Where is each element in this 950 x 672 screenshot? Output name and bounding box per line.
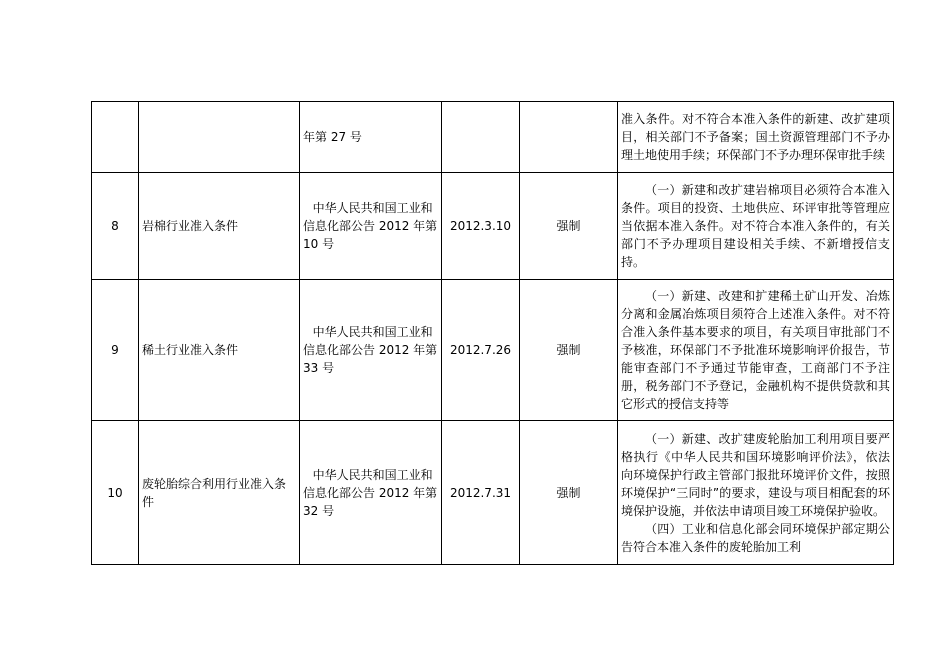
publication-cell (300, 102, 442, 173)
publication-cell (300, 421, 442, 565)
requirements-cell (618, 102, 894, 173)
table-row (92, 173, 894, 280)
table-row-continuation (92, 102, 894, 173)
date-cell (442, 102, 520, 173)
requirement-paragraph: （四）工业和信息化部会同环境保护部定期公告符合本准入条件的废轮胎加工利 (621, 521, 890, 554)
no-cell (92, 102, 139, 173)
force-type: 强制 (520, 421, 618, 565)
issue-date: 2012.7.26 (442, 280, 520, 421)
requirement-paragraph: （一）新建和改扩建岩棉项目必须符合本准入条件。项目的投资、土地供应、环评审批等管理应当依据本准入条件。对不符合本准入条件的，有关部门不予办理项目建设相关手续、不新增授信支持。 (621, 183, 890, 269)
name-cell (139, 102, 300, 173)
force-type: 强制 (520, 173, 618, 280)
requirements-text: 准入条件。对不符合本准入条件的新建、改扩建项目，相关部门不予备案；国土资源管理部门不予办理土地使用手续；环保部门不予办理环保审批手续 (621, 112, 890, 162)
issue-date: 2012.3.10 (442, 173, 520, 280)
table-row (92, 421, 894, 565)
regulation-name: 岩棉行业准入条件 (139, 173, 300, 280)
table-row (92, 280, 894, 421)
row-number: 8 (92, 173, 139, 280)
force-type: 强制 (520, 280, 618, 421)
publication-text: 中华人民共和国工业和信息化部公告 2012 年第 10 号 (303, 201, 438, 251)
publication-cell (300, 173, 442, 280)
row-number: 9 (92, 280, 139, 421)
regulation-name: 稀土行业准入条件 (139, 280, 300, 421)
regulation-table (91, 101, 894, 565)
requirements-cell (618, 173, 894, 280)
regulation-name: 废轮胎综合利用行业准入条件 (139, 421, 300, 565)
requirements-cell (618, 421, 894, 565)
force-cell (520, 102, 618, 173)
issue-date: 2012.7.31 (442, 421, 520, 565)
row-number: 10 (92, 421, 139, 565)
requirement-paragraph: （一）新建、改扩建废轮胎加工利用项目要严格执行《中华人民共和国环境影响评价法》，依法向环境保护行政主管部门报批环境评价文件，按照环境保护“三同时”的要求，建设与项目相配套的环境保护设施，并依法申请项目竣工环境保护验收。 (621, 431, 890, 518)
publication-text: 年第 27 号 (303, 130, 362, 144)
requirement-paragraph: （一）新建、改建和扩建稀土矿山开发、冶炼分离和金属冶炼项目须符合上述准入条件。对不符合准入条件基本要求的项目，有关项目审批部门不予核准，环保部门不予批准环境影响评价报告，节能审查部门不予通过节能审查，工商部门不予注册，税务部门不予登记，金融机构不提供贷款和其它形式的授信支持等 (621, 289, 890, 411)
publication-text: 中华人民共和国工业和信息化部公告 2012 年第 32 号 (303, 467, 438, 518)
requirements-cell (618, 280, 894, 421)
publication-cell (300, 280, 442, 421)
publication-text: 中华人民共和国工业和信息化部公告 2012 年第 33 号 (303, 325, 438, 375)
